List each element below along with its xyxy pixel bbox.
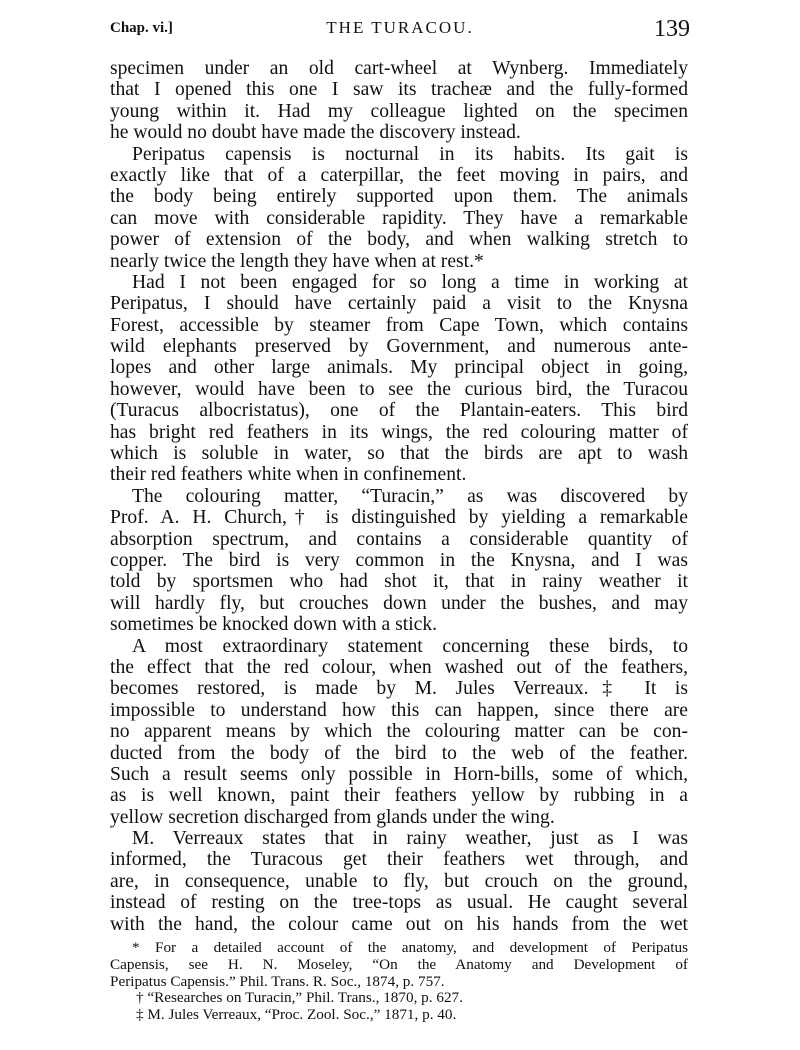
text-line: he would no doubt have made the discovery instead. bbox=[110, 122, 521, 144]
text-line: sometimes be knocked down with a stick. bbox=[110, 614, 438, 636]
text-line: impossible to understand how this can happen, since there are bbox=[110, 699, 688, 721]
text-line: yellow secretion discharged from glands under the wing. bbox=[110, 806, 555, 828]
text-line: their red feathers white when in confinement. bbox=[110, 464, 467, 486]
text-line: informed, the Turacous get their feathers wet through, and bbox=[110, 849, 688, 871]
text-line: told by sportsmen who had shot it, that in rainy weather it bbox=[110, 571, 688, 593]
text-line: copper. The bird is very common in the Knysna, and I was bbox=[110, 549, 688, 571]
running-header bbox=[110, 16, 690, 52]
text-line: Such a result seems only possible in Horn-bills, some of which, bbox=[110, 763, 688, 785]
text-line: with the hand, the colour came out on his hands from the wet bbox=[110, 913, 688, 935]
text-line: exactly like that of a caterpillar, the feet moving in pairs, and bbox=[110, 164, 688, 186]
text-line: Peripatus capensis is nocturnal in its habits. Its gait is bbox=[132, 143, 688, 165]
page-number: 139 bbox=[654, 16, 690, 42]
text-line: Peripatus, I should have certainly paid a visit to the Knysna bbox=[110, 293, 688, 315]
text-line: Had I not been engaged for so long a time in working at bbox=[132, 271, 688, 293]
text-line: that I opened this one I saw its tracheæ and the fully-formed bbox=[110, 79, 688, 101]
text-line: which is soluble in water, so that the birds are apt to wash bbox=[110, 443, 688, 465]
footnote-line: * For a detailed account of the anatomy, and development of Peripatus bbox=[132, 939, 688, 956]
text-line: M. Verreaux states that in rainy weather, just as I was bbox=[132, 828, 688, 850]
text-line: Forest, accessible by steamer from Cape Town, which contains bbox=[110, 314, 688, 336]
text-line: wild elephants preserved by Government, and numerous ante- bbox=[110, 336, 688, 358]
footnote-line: Peripatus Capensis.” Phil. Trans. R. Soc., 1874, p. 757. bbox=[110, 972, 445, 990]
text-line: no apparent means by which the colouring matter can be con- bbox=[110, 721, 688, 743]
text-line: A most extraordinary statement concerning these birds, to bbox=[132, 635, 688, 657]
text-line: The colouring matter, “Turacin,” as was discovered by bbox=[132, 485, 688, 507]
text-line: nearly twice the length they have when at rest.* bbox=[110, 250, 484, 272]
footnote-line: † “Researches on Turacin,” Phil. Trans., 1870, p. 627. bbox=[136, 989, 463, 1007]
footnote-line: ‡ M. Jules Verreaux, “Proc. Zool. Soc.,” 1871, p. 40. bbox=[136, 1006, 457, 1024]
text-line: specimen under an old cart-wheel at Wynberg. Immediately bbox=[110, 58, 688, 79]
text-line: power of extension of the body, and when walking stretch to bbox=[110, 229, 688, 251]
text-line: the effect that the red colour, when washed out of the feathers, bbox=[110, 656, 688, 678]
text-line: Prof. A. H. Church,† is distinguished by yielding a remarkable bbox=[110, 507, 688, 529]
text-line: instead of resting on the tree-tops as usual. He caught several bbox=[110, 892, 688, 914]
text-line: are, in consequence, unable to fly, but crouch on the ground, bbox=[110, 870, 688, 892]
text-line: ducted from the body of the bird to the web of the feather. bbox=[110, 742, 688, 764]
body-text bbox=[110, 58, 688, 935]
text-line: lopes and other large animals. My principal object in going, bbox=[110, 357, 688, 379]
chapter-label: Chap. vi.] bbox=[110, 20, 173, 36]
text-line: the body being entirely supported upon them. The animals bbox=[110, 186, 688, 208]
text-line: (Turacus albocristatus), one of the Plantain-eaters. This bird bbox=[110, 400, 688, 422]
text-line: will hardly fly, but crouches down under the bushes, and may bbox=[110, 592, 688, 614]
text-line: as is well known, paint their feathers yellow by rubbing in a bbox=[110, 785, 688, 807]
running-title: THE TURACOU. bbox=[326, 18, 474, 37]
text-line: however, would have been to see the curious bird, the Turacou bbox=[110, 378, 688, 400]
text-line: becomes restored, is made by M. Jules Verreaux.‡ It is bbox=[110, 678, 688, 700]
text-line: can move with considerable rapidity. They have a remarkable bbox=[110, 207, 688, 229]
text-line: young within it. Had my colleague lighted on the specimen bbox=[110, 100, 688, 122]
footnote-line: Capensis, see H. N. Moseley, “On the Anatomy and Development of bbox=[110, 955, 688, 973]
text-line: has bright red feathers in its wings, the red colouring matter of bbox=[110, 421, 688, 443]
footnotes bbox=[110, 940, 688, 1024]
text-line: absorption spectrum, and contains a considerable quantity of bbox=[110, 528, 688, 550]
